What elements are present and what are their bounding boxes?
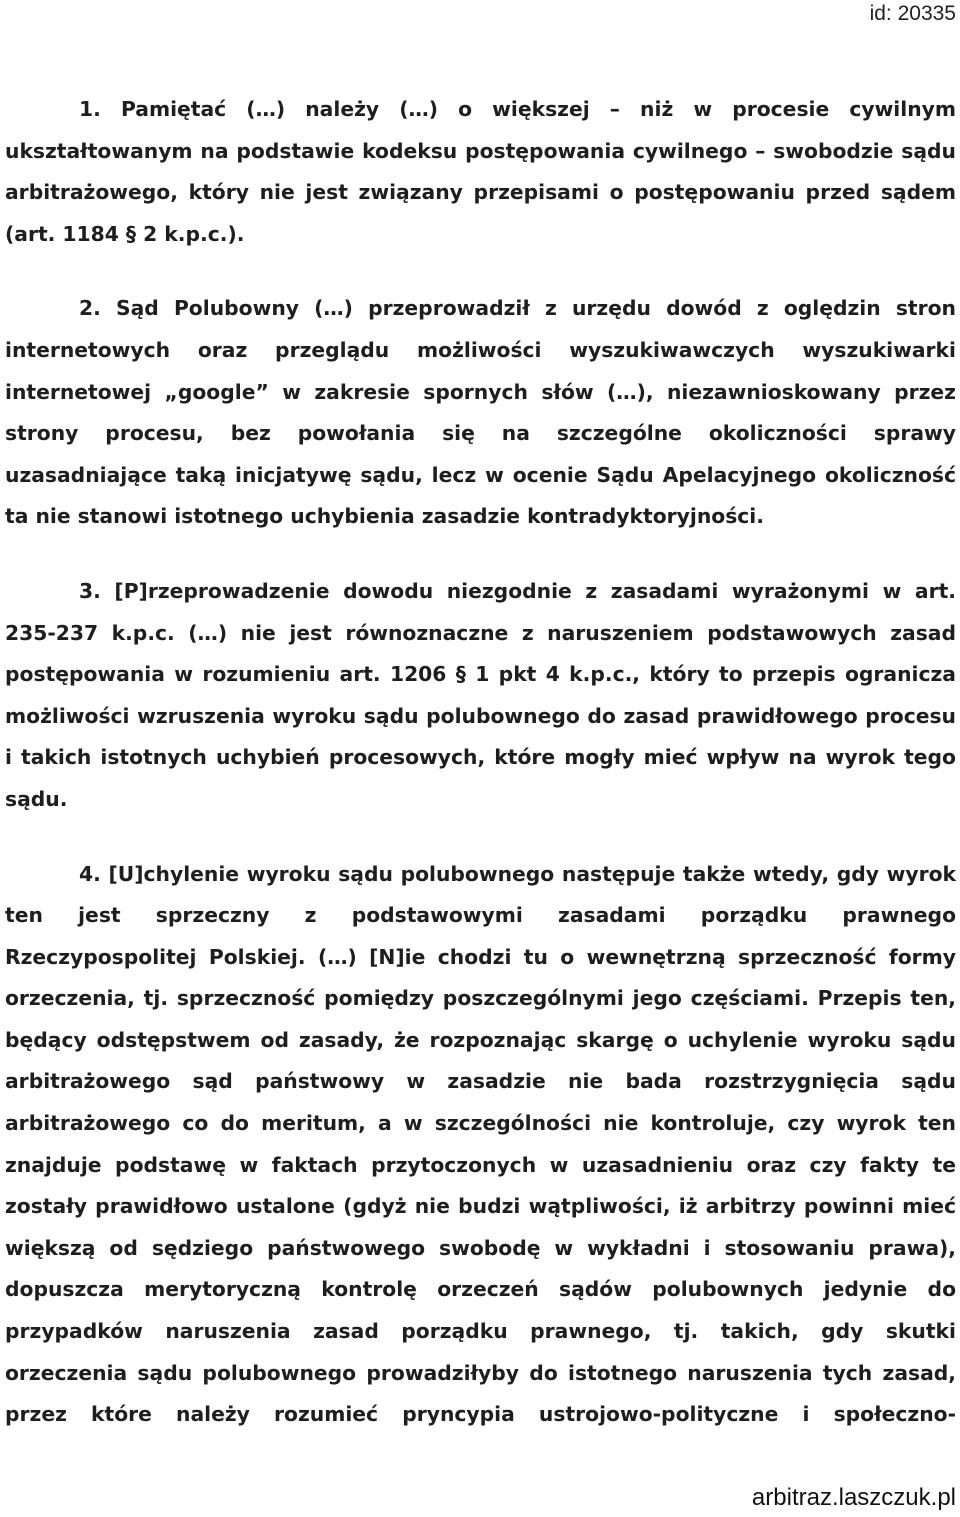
paragraph-number: 4. <box>79 861 101 886</box>
footer-site-link[interactable]: arbitraz.laszczuk.pl <box>751 1484 956 1511</box>
paragraph-2 <box>5 288 956 538</box>
paragraph-number: 2. <box>79 296 101 321</box>
paragraph-text: [P]rzeprowadzenie dowodu niezgodnie z zasadami wyrażonymi w art. 235-237 k.p.c. (…) nie jest równoznaczne z naruszeniem podstawowych zasad postępowania w rozumieniu art. 1206 § 1 pkt 4 k.p.c., który to przepis ogranicza możliwości wzruszenia wyroku sądu polubownego do zasad prawidłowego procesu i takich istotnych uchybień procesowych, które mogły mieć wpływ na wyrok tego sądu. <box>5 578 957 811</box>
paragraph-1 <box>5 89 956 255</box>
paragraph-text: [U]chylenie wyroku sądu polubownego następuje także wtedy, gdy wyrok ten jest sprzeczny z podstawowymi zasadami porządku prawnego Rzeczypospolitej Polskiej. (…) [N]ie chodzi tu o wewnętrzną sprzeczność formy orzeczenia, tj. sprzeczność pomiędzy poszczególnymi jego częściami. Przepis ten, będący odstępstwem od zasady, że rozpoznając skargę o uchylenie wyroku sądu arbitrażowego sąd państwowy w zasadzie nie bada rozstrzygnięcia sądu arbitrażowego co do meritum, a w szczególności nie kontroluje, czy wyrok ten znajduje podstawę w faktach przytoczonych w uzasadnieniu oraz czy fakty te zostały prawidłowo ustalone (gdyż nie budzi wątpliwości, iż arbitrzy powinni mieć większą od sędziego państwowego swobodę w wykładni i stosowaniu prawa), dopuszcza merytoryczną kontrolę orzeczeń sądów polubownych jedynie do przypadków naruszenia zasad porządku prawnego, tj. takich, gdy skutki orzeczenia sądu polubownego prowadziłyby do istotnego naruszenia tych zasad, przez które należy rozumieć pryncypia ustrojowo-polityczne i społeczno- <box>5 861 956 1427</box>
document-body <box>5 89 956 1436</box>
paragraph-3 <box>5 571 956 821</box>
paragraph-text: Pamiętać (…) należy (…) o większej – niż w procesie cywilnym ukształtowanym na podstawie kodeksu postępowania cywilnego – swobodzie sądu arbitrażowego, który nie jest związany przepisami o postępowaniu przed sądem (art. 1184 § 2 k.p.c.). <box>5 97 957 246</box>
paragraph-text: Sąd Polubowny (…) przeprowadził z urzędu dowód z oględzin stron internetowych oraz przeglądu możliwości wyszukiwawczych wyszukiwarki internetowej „google” w zakresie spornych słów (…), niezawnioskowany przez strony procesu, bez powołania się na szczególne okoliczności sprawy uzasadniające taką inicjatywę sądu, lecz w ocenie Sądu Apelacyjnego okoliczność ta nie stanowi istotnego uchybienia zasadzie kontradyktoryjności. <box>5 296 956 529</box>
paragraph-4 <box>5 854 956 1436</box>
document-id: id: 20335 <box>869 2 956 25</box>
paragraph-number: 1. <box>79 97 101 121</box>
paragraph-number: 3. <box>79 578 101 603</box>
